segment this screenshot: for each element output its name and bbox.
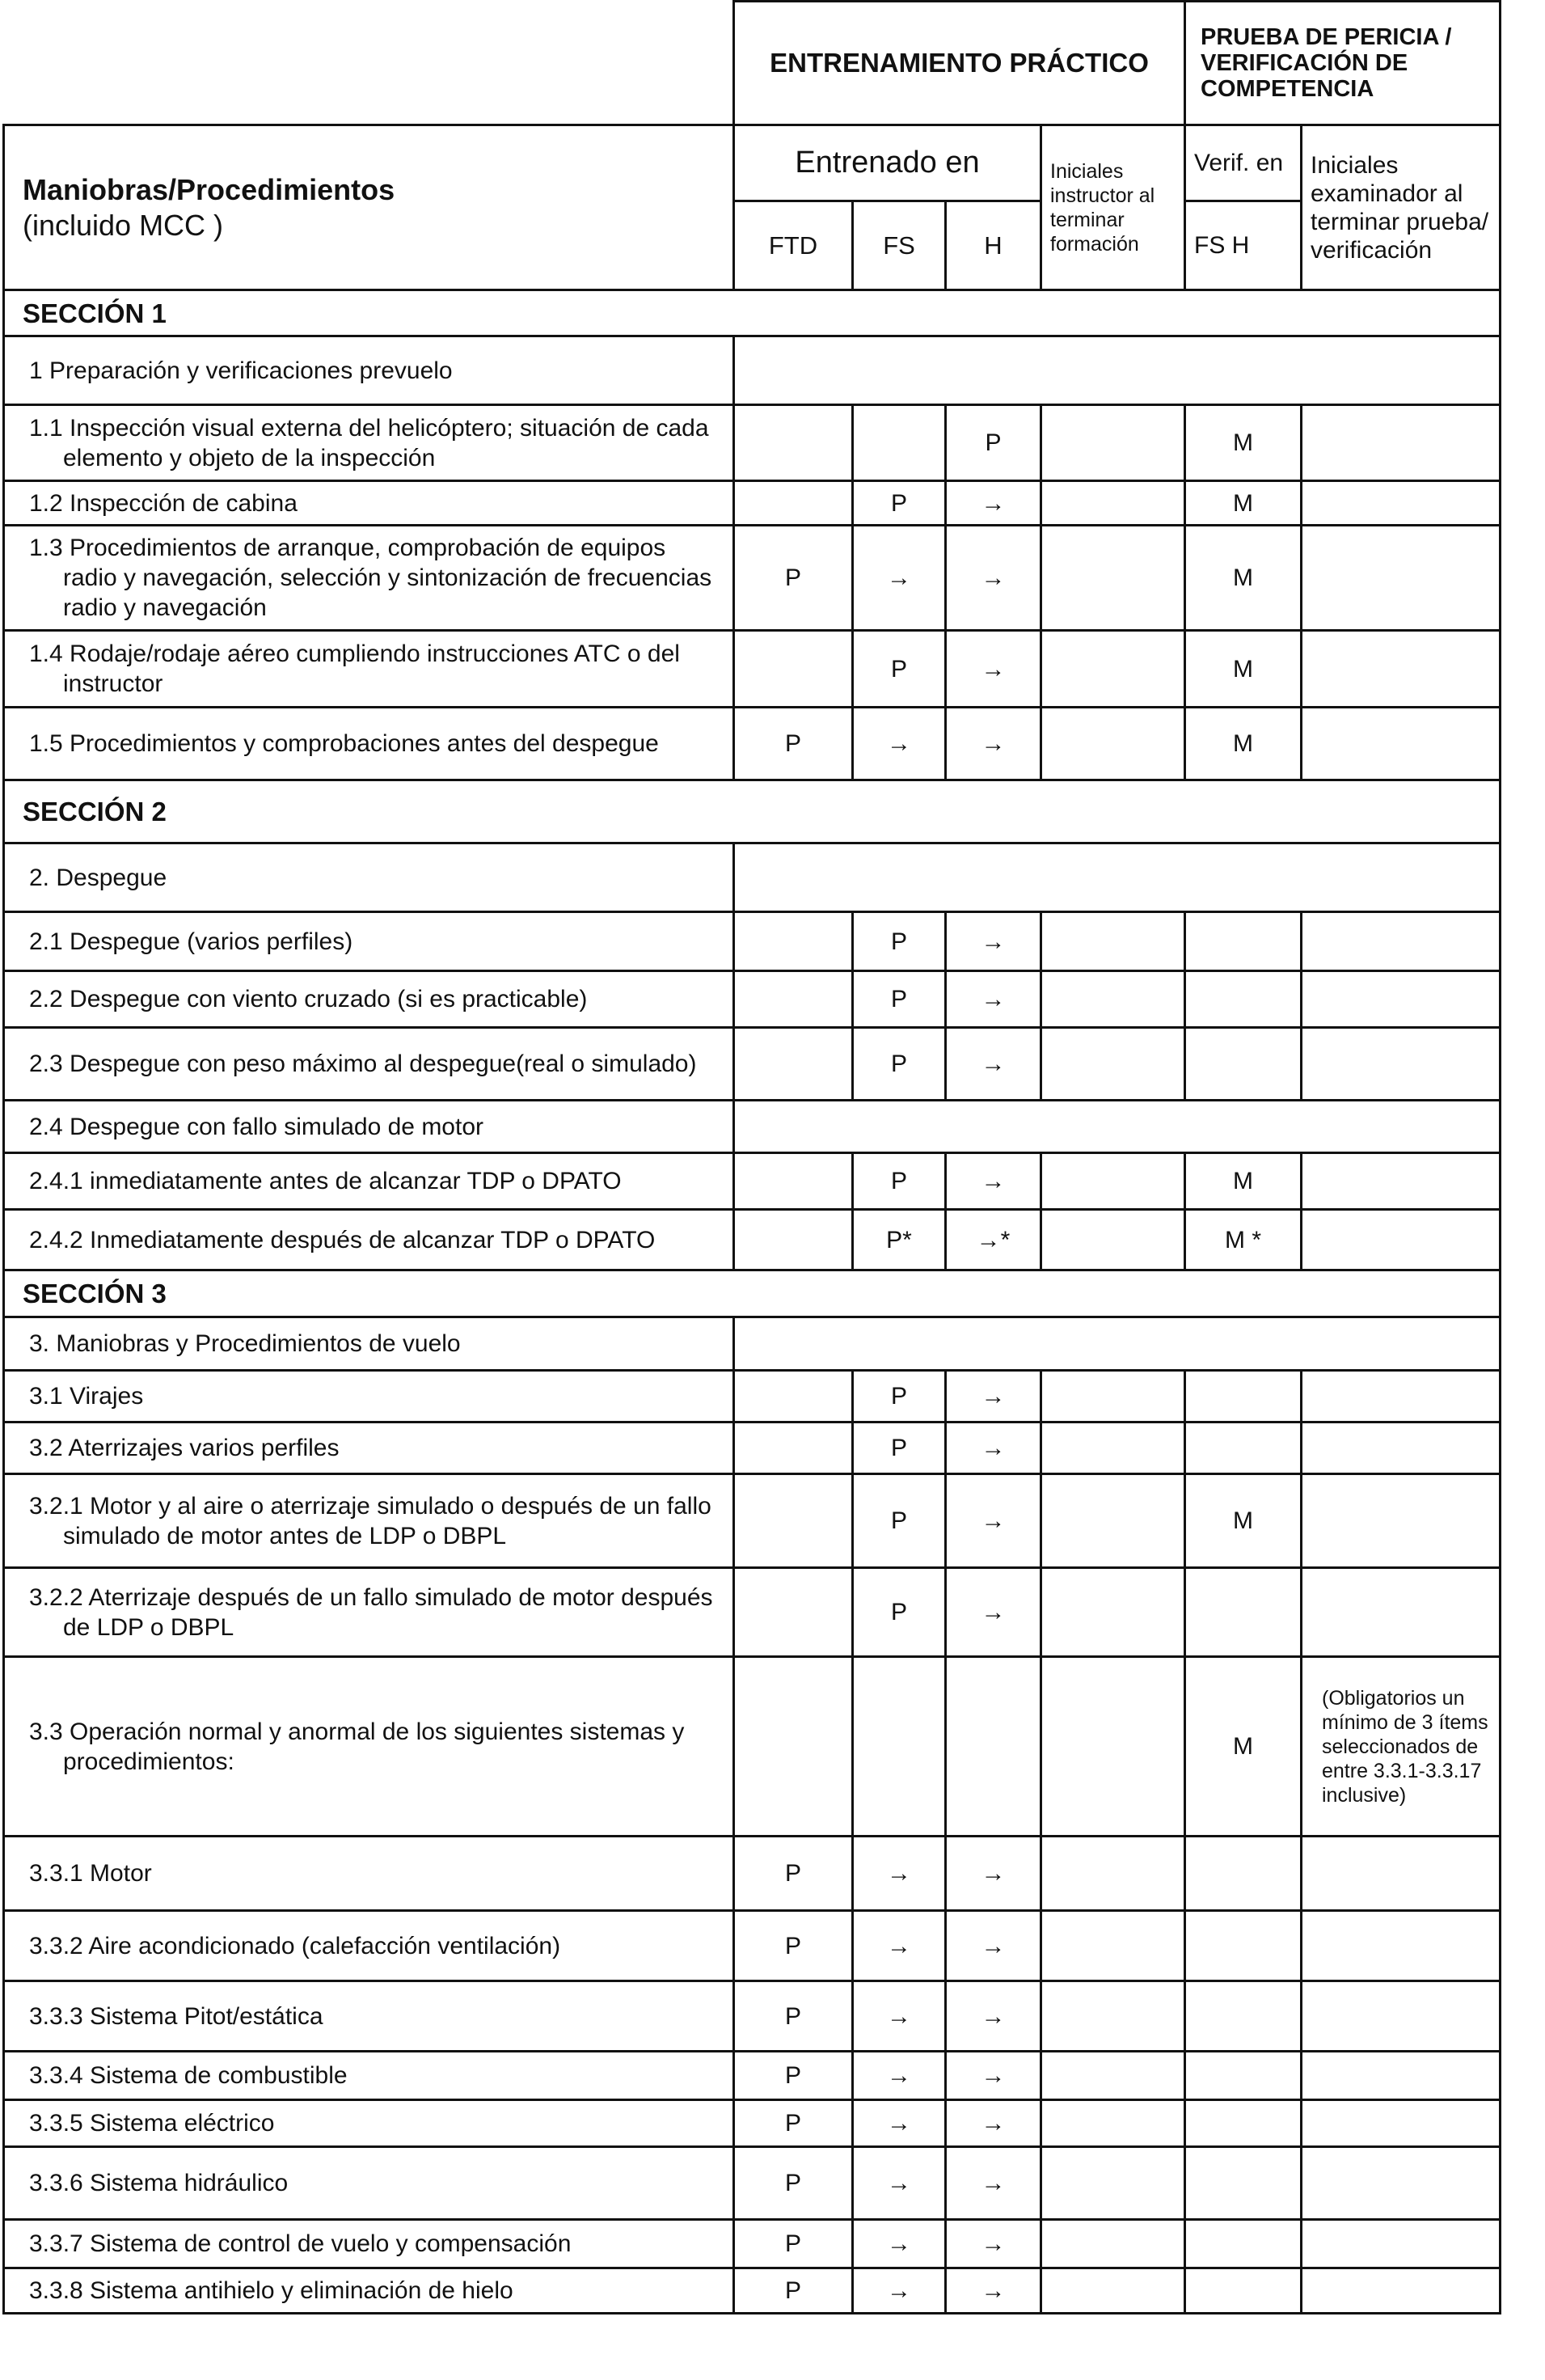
ftd-cell — [734, 1657, 853, 1837]
table-row — [4, 1371, 1501, 1423]
verif-cell: M * — [1185, 1210, 1302, 1270]
procedure-text: 2.4.1 inmediatamente antes de alcanzar TDP o DPATO — [29, 1168, 622, 1194]
procedure-label — [4, 1210, 734, 1270]
instructor-initials-cell — [1041, 1911, 1185, 1981]
table-row — [4, 971, 1501, 1028]
procedure-label — [4, 708, 734, 780]
examiner-initials-cell — [1302, 2052, 1501, 2100]
h-cell: → — [946, 1911, 1041, 1981]
table-row — [4, 1028, 1501, 1101]
instructor-initials-cell — [1041, 2268, 1185, 2314]
examiner-initials-cell — [1302, 2268, 1501, 2314]
fs-cell: → — [853, 1981, 946, 2052]
examiner-initials-cell: (Obligatorios un mínimo de 3 ítems seleccionados de entre 3.3.1-3.3.17 inclusive) — [1302, 1657, 1501, 1837]
procedure-label — [4, 1837, 734, 1911]
examiner-initials-cell — [1302, 708, 1501, 780]
h-cell — [946, 1657, 1041, 1837]
procedure-label — [4, 1657, 734, 1837]
ftd-cell — [734, 1423, 853, 1474]
section-heading: SECCIÓN 2 — [4, 780, 1501, 843]
procedure-group-label: 3. Maniobras y Procedimientos de vuelo — [4, 1317, 734, 1371]
instructor-initials-cell — [1041, 2147, 1185, 2220]
section-heading: SECCIÓN 3 — [4, 1270, 1501, 1317]
fs-cell — [853, 405, 946, 481]
ftd-cell: P — [734, 1837, 853, 1911]
h-cell: → — [946, 1423, 1041, 1474]
procedure-label — [4, 526, 734, 631]
examiner-initials-cell — [1302, 1210, 1501, 1270]
ftd-cell: P — [734, 2220, 853, 2268]
fs-cell: P* — [853, 1210, 946, 1270]
procedure-text: 2.3 Despegue con peso máximo al despegue(real o simulado) — [29, 1050, 697, 1077]
verif-cell — [1185, 1837, 1302, 1911]
procedure-group-label: 1 Preparación y verificaciones prevuelo — [4, 336, 734, 405]
ftd-cell: P — [734, 1981, 853, 2052]
examiner-initials-cell — [1302, 2100, 1501, 2147]
instructor-initials-cell — [1041, 708, 1185, 780]
fs-cell: P — [853, 1568, 946, 1657]
table-row — [4, 1981, 1501, 2052]
ftd-cell — [734, 405, 853, 481]
procedure-label — [4, 1981, 734, 2052]
procedure-label — [4, 1371, 734, 1423]
ftd-cell — [734, 1028, 853, 1101]
fs-cell: → — [853, 2100, 946, 2147]
procedure-label — [4, 2052, 734, 2100]
instructor-initials-cell — [1041, 1371, 1185, 1423]
procedure-label — [4, 1028, 734, 1101]
h-cell: → — [946, 2220, 1041, 2268]
table-row — [4, 780, 1501, 843]
ftd-cell — [734, 481, 853, 526]
fs-cell: → — [853, 1911, 946, 1981]
table-row — [4, 481, 1501, 526]
table-row — [4, 2220, 1501, 2268]
procedure-text: 3.3.6 Sistema hidráulico — [29, 2170, 289, 2196]
h-cell: → — [946, 1981, 1041, 2052]
verif-cell — [1185, 2268, 1302, 2314]
procedure-text: 2.4.2 Inmediatamente después de alcanzar TDP o DPATO — [29, 1226, 656, 1253]
instructor-initials-cell — [1041, 1423, 1185, 1474]
procedure-text: 2.1 Despegue (varios perfiles) — [29, 928, 353, 955]
h-cell: → — [946, 2147, 1041, 2220]
verif-cell: M — [1185, 1474, 1302, 1568]
procedure-label — [4, 2100, 734, 2147]
fs-cell: → — [853, 2052, 946, 2100]
examiner-initials-cell — [1302, 631, 1501, 708]
procedure-text: 1.3 Procedimientos de arranque, comprobación de equipos radio y navegación, selección y sintonización de frecuencias radio y navegación — [29, 535, 712, 621]
h-cell: → — [946, 708, 1041, 780]
h-column-header: H — [946, 201, 1041, 290]
examiner-initials-cell — [1302, 1474, 1501, 1568]
fs-cell: → — [853, 708, 946, 780]
instructor-initials-cell — [1041, 1568, 1185, 1657]
table-row — [4, 1101, 1501, 1153]
instructor-initials-cell — [1041, 1474, 1185, 1568]
procedures-subtitle: (incluido MCC ) — [23, 208, 224, 242]
verif-cell — [1185, 1423, 1302, 1474]
procedures-title: Maniobras/Procedimientos — [23, 172, 395, 206]
verif-cell — [1185, 1371, 1302, 1423]
ftd-cell: P — [734, 2268, 853, 2314]
instructor-initials-cell — [1041, 631, 1185, 708]
ftd-cell: P — [734, 708, 853, 780]
ftd-cell — [734, 631, 853, 708]
fs-cell: P — [853, 1423, 946, 1474]
procedure-group-label: 2.4 Despegue con fallo simulado de motor — [4, 1101, 734, 1153]
blank-cell — [734, 336, 1501, 405]
verif-cell — [1185, 2052, 1302, 2100]
instructor-initials-cell — [1041, 1657, 1185, 1837]
table-row — [4, 336, 1501, 405]
fs-cell: → — [853, 1837, 946, 1911]
examiner-initials-cell — [1302, 481, 1501, 526]
procedure-text: 3.3 Operación normal y anormal de los siguientes sistemas y procedimientos: — [29, 1718, 685, 1775]
ftd-cell: P — [734, 2100, 853, 2147]
h-cell: → — [946, 2100, 1041, 2147]
blank-cell — [734, 1101, 1501, 1153]
procedure-label — [4, 2268, 734, 2314]
verif-cell — [1185, 2147, 1302, 2220]
instructor-initials-cell — [1041, 2100, 1185, 2147]
h-cell: → — [946, 1568, 1041, 1657]
table-row — [4, 1317, 1501, 1371]
instructor-initials-cell — [1041, 912, 1185, 971]
table-row — [4, 1153, 1501, 1210]
verif-cell: M — [1185, 405, 1302, 481]
verif-en-header: Verif. en — [1185, 125, 1302, 201]
table-row — [4, 631, 1501, 708]
table-row — [4, 290, 1501, 336]
verif-cell: M — [1185, 1657, 1302, 1837]
fs-cell: P — [853, 1153, 946, 1210]
examiner-initials-cell — [1302, 1371, 1501, 1423]
h-cell: → — [946, 1474, 1041, 1568]
examiner-initials-cell — [1302, 1981, 1501, 2052]
procedure-label — [4, 971, 734, 1028]
table-row — [4, 1210, 1501, 1270]
procedure-text: 1.2 Inspección de cabina — [29, 489, 298, 517]
h-cell: → — [946, 1153, 1041, 1210]
procedure-text: 1.5 Procedimientos y comprobaciones antes del despegue — [29, 730, 659, 757]
procedure-text: 3.2.1 Motor y al aire o aterrizaje simulado o después de un fallo simulado de motor antes de LDP o DBPL — [29, 1492, 711, 1549]
instructor-initials-cell — [1041, 971, 1185, 1028]
procedure-text: 3.3.7 Sistema de control de vuelo y compensación — [29, 2230, 572, 2257]
examiner-initials-cell — [1302, 526, 1501, 631]
ftd-cell: P — [734, 526, 853, 631]
procedure-text: 3.3.8 Sistema antihielo y eliminación de hielo — [29, 2277, 513, 2304]
fs-cell: P — [853, 912, 946, 971]
ftd-cell — [734, 1210, 853, 1270]
header-blank — [4, 2, 734, 125]
verif-cell — [1185, 2100, 1302, 2147]
table-row — [4, 1270, 1501, 1317]
verif-cell: M — [1185, 631, 1302, 708]
procedure-label — [4, 1153, 734, 1210]
procedure-label — [4, 912, 734, 971]
instructor-initials-cell — [1041, 1028, 1185, 1101]
ftd-cell — [734, 971, 853, 1028]
procedure-label — [4, 631, 734, 708]
procedure-label — [4, 405, 734, 481]
verif-cell: M — [1185, 526, 1302, 631]
verif-cell — [1185, 1911, 1302, 1981]
h-cell: → — [946, 526, 1041, 631]
procedure-text: 3.3.5 Sistema eléctrico — [29, 2110, 275, 2137]
h-cell: → — [946, 2052, 1041, 2100]
fs-cell: → — [853, 2147, 946, 2220]
table-row — [4, 708, 1501, 780]
ftd-cell — [734, 912, 853, 971]
examiner-initials-cell — [1302, 1153, 1501, 1210]
examiner-initials-cell — [1302, 1423, 1501, 1474]
ftd-cell — [734, 1153, 853, 1210]
fs-cell: P — [853, 481, 946, 526]
fs-cell: → — [853, 526, 946, 631]
procedure-text: 3.3.4 Sistema de combustible — [29, 2062, 348, 2089]
verif-cell — [1185, 1568, 1302, 1657]
ftd-cell: P — [734, 2052, 853, 2100]
instructor-initials-cell — [1041, 1153, 1185, 1210]
table-row — [4, 2052, 1501, 2100]
table-row — [4, 2147, 1501, 2220]
instructor-initials-cell — [1041, 481, 1185, 526]
instructor-initials-header: Iniciales instructor al terminar formación — [1041, 125, 1185, 290]
h-cell: → — [946, 912, 1041, 971]
fs-cell: → — [853, 2268, 946, 2314]
procedure-group-label: 2. Despegue — [4, 843, 734, 912]
procedure-text: 3.2 Aterrizajes varios perfiles — [29, 1435, 340, 1461]
procedure-label — [4, 481, 734, 526]
table-row — [4, 912, 1501, 971]
procedure-label — [4, 2147, 734, 2220]
h-cell: → — [946, 1028, 1041, 1101]
verif-cell — [1185, 912, 1302, 971]
procedure-label — [4, 2220, 734, 2268]
table-row — [4, 2268, 1501, 2314]
procedure-label — [4, 1474, 734, 1568]
procedure-text: 3.3.3 Sistema Pitot/estática — [29, 2002, 323, 2030]
table-row — [4, 1568, 1501, 1657]
instructor-initials-cell — [1041, 2220, 1185, 2268]
section-heading: SECCIÓN 1 — [4, 290, 1501, 336]
procedure-text: 1.1 Inspección visual externa del helicóptero; situación de cada elemento y objeto de la inspección — [29, 414, 709, 471]
procedure-label — [4, 1911, 734, 1981]
trained-in-header: Entrenado en — [734, 125, 1041, 201]
instructor-initials-cell — [1041, 2052, 1185, 2100]
examiner-initials-cell — [1302, 2220, 1501, 2268]
fs-cell: P — [853, 1474, 946, 1568]
fs-cell: P — [853, 971, 946, 1028]
instructor-initials-cell — [1041, 1210, 1185, 1270]
training-group-header: ENTRENAMIENTO PRÁCTICO — [734, 2, 1185, 125]
instructor-initials-cell — [1041, 526, 1185, 631]
verif-cell — [1185, 1028, 1302, 1101]
table-row — [4, 405, 1501, 481]
procedure-text: 2.2 Despegue con viento cruzado (si es practicable) — [29, 986, 588, 1012]
h-cell: → — [946, 2268, 1041, 2314]
verif-cell: M — [1185, 708, 1302, 780]
fs-cell: P — [853, 631, 946, 708]
examiner-initials-header: Iniciales examinador al terminar prueba/ verificación — [1302, 125, 1501, 290]
examiner-initials-cell — [1302, 1028, 1501, 1101]
h-cell: → — [946, 481, 1041, 526]
ftd-cell: P — [734, 1911, 853, 1981]
procedures-table — [2, 0, 1501, 2314]
h-cell: → — [946, 1837, 1041, 1911]
ftd-cell — [734, 1568, 853, 1657]
ftd-cell — [734, 1371, 853, 1423]
examiner-initials-cell — [1302, 1911, 1501, 1981]
h-cell: P — [946, 405, 1041, 481]
test-group-header: PRUEBA DE PERICIA / VERIFICACIÓN DE COMPETENCIA — [1185, 2, 1501, 125]
procedure-label — [4, 1568, 734, 1657]
table-row — [4, 843, 1501, 912]
instructor-initials-cell — [1041, 1837, 1185, 1911]
table-row — [4, 1911, 1501, 1981]
instructor-initials-cell — [1041, 405, 1185, 481]
table-row — [4, 1474, 1501, 1568]
ftd-cell — [734, 1474, 853, 1568]
examiner-initials-cell — [1302, 405, 1501, 481]
procedure-label — [4, 1423, 734, 1474]
procedures-header — [4, 125, 734, 290]
examiner-initials-cell — [1302, 1837, 1501, 1911]
examiner-initials-cell — [1302, 1568, 1501, 1657]
table-row — [4, 1423, 1501, 1474]
h-cell: → — [946, 971, 1041, 1028]
procedure-text: 3.3.2 Aire acondicionado (calefacción ventilación) — [29, 1932, 561, 1959]
verif-cell: M — [1185, 1153, 1302, 1210]
instructor-initials-cell — [1041, 1981, 1185, 2052]
verif-cell — [1185, 1981, 1302, 2052]
ftd-column-header: FTD — [734, 201, 853, 290]
fs-cell: → — [853, 2220, 946, 2268]
ftd-cell: P — [734, 2147, 853, 2220]
blank-cell — [734, 843, 1501, 912]
h-cell: → — [946, 631, 1041, 708]
procedure-text: 1.4 Rodaje/rodaje aéreo cumpliendo instrucciones ATC o del instructor — [29, 640, 680, 697]
h-cell: → — [946, 1371, 1041, 1423]
procedure-text: 3.1 Virajes — [29, 1383, 144, 1410]
fs-cell: P — [853, 1028, 946, 1101]
examiner-initials-cell — [1302, 912, 1501, 971]
examiner-initials-cell — [1302, 2147, 1501, 2220]
procedure-text: 3.3.1 Motor — [29, 1860, 152, 1887]
fs-column-header: FS — [853, 201, 946, 290]
table-row — [4, 1657, 1501, 1837]
verif-cell: M — [1185, 481, 1302, 526]
table-row — [4, 2100, 1501, 2147]
verif-fs-h-header: FS H — [1185, 201, 1302, 290]
fs-cell: P — [853, 1371, 946, 1423]
fs-cell — [853, 1657, 946, 1837]
examiner-initials-cell — [1302, 971, 1501, 1028]
verif-cell — [1185, 2220, 1302, 2268]
h-cell: →* — [946, 1210, 1041, 1270]
table-row — [4, 1837, 1501, 1911]
table-row — [4, 526, 1501, 631]
verif-cell — [1185, 971, 1302, 1028]
procedure-text: 3.2.2 Aterrizaje después de un fallo simulado de motor después de LDP o DBPL — [29, 1583, 713, 1641]
blank-cell — [734, 1317, 1501, 1371]
